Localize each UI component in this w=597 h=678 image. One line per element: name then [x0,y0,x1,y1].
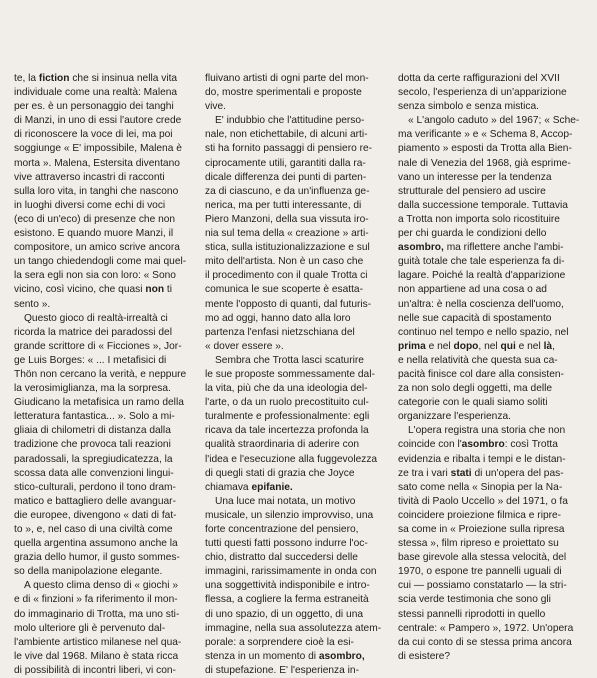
text-line: sa come in « Proiezione sulla ripresa [398,524,565,535]
text-line: flessa, a cogliere la ferma estraneità [205,594,369,606]
text-line: vano un interesse per la tendenza [398,171,552,183]
emphasis-text: epifanie. [251,481,293,493]
text-line: piamento » esposti da Trotta alla Bien- [398,143,572,155]
text-line: molo ulteriore gli è pervenuto dal- [14,622,166,634]
paragraph [14,312,196,580]
text-line: pacità finisce col dare alla consisten- [398,368,564,380]
text-line: « L'angolo caduto » del 1967; « Sche- [408,115,580,127]
text-line: ciprocamente utili, garantiti dalla ra- [205,157,366,169]
text-line: prima e nel dopo, nel qui e nel là, [398,340,555,352]
text-line: paradossali, la spregiudicatezza, la [14,453,173,465]
text-line: l'arte, o da un ruolo precostituito cul- [205,397,369,409]
text-line: individuale come una realtà: Malena [14,87,178,99]
text-line: coincide con l'asombro: così Trotta [398,439,558,451]
text-line: da cui conto di se stessa prima ancora [398,636,572,648]
text-line: nale di Venezia del 1968, già esprime- [398,157,571,169]
text-line: sento ». [14,298,51,310]
text-line: guità totale che tale esperienza fa di- [398,256,565,268]
text-line: Sembra che Trotta lasci scaturire [215,354,364,366]
text-line: comunica le sue scoperte è esatta- [205,284,363,296]
text-line: quella argentina assumono anche la [14,538,178,550]
text-line: base girevole alla stessa velocità, del [398,552,567,564]
text-line: continuo nel tempo e nello spazio, nel [398,326,569,338]
paragraph [205,354,385,495]
text-line: coincidere proiezione filmica e ripre- [398,509,562,521]
text-line: organizzare l'esperienza. [398,411,511,423]
text-line: za di ciascuno, e da un'influenza ge- [205,185,370,197]
text-line: musicale, un silenzio improvviso, una [205,509,374,521]
text-line: E' indubbio che l'attitudine perso- [215,115,365,127]
text-line: do, mostre sperimentali e proposte [205,87,362,99]
text-line: di uno spazio, di un oggetto, di una [205,608,364,620]
text-line: fluivano artisti di ogni parte del mon- [205,73,369,84]
text-line: nelle sue capacità di spostamento [398,312,552,324]
text-line: le sue proposte sommessamente dal- [205,368,375,380]
text-line: la vita, più che da una ideologia del- [205,383,368,395]
text-line: il procedimento con il quale Trotta ci [205,270,368,282]
text-line: evidenzia e ribalta i tempi e le distan- [398,453,566,465]
emphasis-text: asombro [461,439,505,451]
text-line: do immaginario di Trotta, ma uno sti- [14,608,180,620]
text-line: Questo gioco di realtà-irrealtà ci [24,312,168,324]
text-line: grande scrittore di « Ficciones », Jor- [14,340,182,352]
text-line: di Manzi, in uno di essi l'autore crede [14,115,182,127]
text-line: stessa », film ripreso e proiettato su [398,538,559,550]
text-line: ma verificante » e « Schema 8, Accop- [398,129,573,141]
text-line: stessi pannelli riprodotti in quello [398,608,546,620]
text-line: scia verde testimonia che sono gli [398,594,551,606]
text-line: in luoghi diversi come echi di voci [14,199,166,211]
text-line: porale: a sorprendere cioè la esi- [205,636,354,648]
text-line: strutturale del pensiero ad uscire [398,185,546,197]
text-line: te, la fiction che si insinua nella vita [14,73,178,84]
text-line: tradizione che provoca tali reazioni [14,439,171,451]
text-line: Giudicano la metafisica un ramo della [14,397,184,409]
text-line: « dover essere ». [205,340,284,352]
text-column-2 [205,72,385,678]
text-line: grazia dello humor, il gusto sommes- [14,552,180,564]
paragraph [14,579,196,678]
text-line: senza simbolo e senza mistica. [398,101,539,113]
text-line: qualità straordinaria di aderire con [205,439,360,451]
emphasis-text: stati [450,467,472,479]
text-line: l'ambiente artistico milanese nel qua- [14,636,182,648]
text-line: centrale: « Pampero », 1972. Un'opera [398,622,574,634]
text-line: per chi guarda le condizioni dello [398,228,547,240]
text-line: scossa data alle convenzioni lingui- [14,467,174,479]
paragraph [398,72,582,114]
text-line: sato come nella « Sinopia per la Na- [398,481,563,493]
text-line: nia sul tema della « creazione » arti- [205,228,369,240]
text-line: Piero Manzoni, della sua vissuta iro- [205,213,369,225]
paragraph [398,424,582,664]
text-line: asombro, ma riflettere anche l'ambi- [398,242,564,254]
emphasis-text: qui [500,340,516,352]
text-line: tutti questi fatti possono indurre l'oc- [205,538,368,550]
text-line: dotta da certe raffigurazioni del XVII [398,73,560,84]
text-line: e di « finzioni » fa riferimento il mon- [14,594,178,606]
text-line: (eco di un'eco) di presenze che non [14,213,176,225]
text-line: partenza l'enfasi nietzschiana del [205,326,355,338]
paragraph [14,72,196,312]
text-line: Una luce mai notata, un motivo [215,495,356,507]
text-line: chio, distratto dal succedersi delle [205,552,358,564]
text-line: mo ad oggi, hanno dato alla loro [205,312,351,324]
text-line: sti ha fornito passaggi di pensiero re- [205,143,373,155]
paragraph [205,72,385,114]
text-line: per es. è un personaggio dei tanghi [14,101,174,113]
emphasis-text: non [145,284,165,296]
text-line: forte concentrazione del pensiero, [205,524,359,535]
text-line: di possibilità di incontri liberi, vi con- [14,664,176,676]
text-line: to », e, nel caso di una civiltà come [14,524,173,535]
text-line: stico-culturali, perdono il tono dram- [14,481,176,493]
text-line: morta ». Malena, Estersita diventano [14,157,180,169]
text-line: gliaia di chilometri di distanza dalla [14,425,171,437]
text-line: vive attraverso incastri di racconti [14,171,165,183]
emphasis-text: fiction [38,73,70,84]
text-line: mito dell'artista. Non è un caso che [205,256,364,268]
text-line: immagini, rarissimamente in onda con [205,566,377,578]
text-column-3 [398,72,582,664]
emphasis-text: asombro, [398,242,444,254]
text-line: di quegli stati di grazia che Joyce [205,467,355,479]
text-line: di stupefazione. E' l'esperienza in- [205,664,359,676]
emphasis-text: prima [398,340,426,352]
text-line: cui — possiamo constatarlo — la stri- [398,580,567,592]
text-line: vicino, così vicino, che quasi non ti [14,284,172,296]
text-line: la sera egli non sia con loro: « Sono [14,270,176,282]
emphasis-text: dopo [453,340,479,352]
text-line: ricorda la matrice dei paradossi del [14,326,172,338]
text-line: nerica, ma per tutti interessante, di [205,199,362,211]
text-line: matico e battagliero delle avanguar- [14,495,176,507]
text-line: ge Luis Borges: « ... I metafisici di [14,354,167,366]
text-line: dicale differenza dei punti di parten- [205,171,367,183]
text-line: A questo clima denso di « giochi » [24,580,179,592]
text-line: a Trotta non importa solo ricostituire [398,213,560,225]
text-line: ricava da tale incertezza profonda la [205,425,369,437]
text-line: sulla loro vita, in tanghi che nascono [14,185,179,197]
text-line: compositore, un amico scrive ancora [14,242,180,254]
text-line: esistono. E quando muore Manzi, il [14,228,174,240]
paragraph [205,114,385,354]
text-line: letteratura fantastica... ». Solo a mi- [14,411,175,423]
text-line: soggiunge « E' impossibile, Malena è [14,143,182,155]
paragraph [205,495,385,678]
text-line: mente l'opposto di quanti, dal futuris- [205,298,372,310]
text-line: dalla successione temporale. Tuttavia [398,199,568,211]
text-line: chiamava epifanie. [205,481,293,493]
text-line: ze tra i vari stati di un'opera del pas- [398,467,564,479]
text-line: non appartiene ad una cosa o ad [398,284,547,296]
text-line: turalmente e professionalmente: egli [205,411,370,423]
text-line: secolo, l'esperienza di un'apparizione [398,87,567,99]
text-line: nale, non etichettabile, di alcuni arti- [205,129,368,141]
emphasis-text: là [543,340,553,352]
text-line: un tango chiedendogli come mai quel- [14,256,187,268]
emphasis-text: asombro, [318,650,365,662]
text-line: Thön non cercano la verità, e neppure [14,368,187,380]
text-line: una soggettività indisponibile e intro- [205,580,370,592]
text-line: za non solo degli oggetti, ma delle [398,383,553,395]
text-line: immagine, nella sua assolutezza atem- [205,622,382,634]
text-line: categorie con le quali siamo soliti [398,397,548,409]
text-line: l'idea e l'esecuzione alla fuggevolezza [205,453,378,465]
text-line: un'altra: è nella coscienza dell'uomo, [398,298,564,310]
text-line: le vive dal 1968. Milano è stata ricca [14,650,179,662]
text-line: die europee, divengono « dati di fat- [14,509,177,521]
text-line: di riconoscere la voce di lei, ma poi [14,129,173,141]
text-line: la verosimiglianza, ma la sorpresa. [14,383,171,395]
text-line: so della manipolazione elegante. [14,566,163,578]
text-line: vive. [205,101,226,113]
text-line: L'opera registra una storia che non [408,425,566,437]
text-line: stenza in un momento di asombro, [205,650,365,662]
text-line: stica, sulla istituzionalizzazione e sul [205,242,370,254]
text-line: 1970, o espone tre pannelli uguali di [398,566,562,578]
text-line: tività di Paolo Uccello » del 1971, o fa [398,495,568,507]
text-line: di esistere? [398,650,451,662]
text-column-1 [14,72,196,678]
text-line: e nella relatività che questa sua ca- [398,354,558,366]
text-line: lagare. Poiché la realtà d'apparizione [398,270,566,282]
paragraph [398,114,582,424]
